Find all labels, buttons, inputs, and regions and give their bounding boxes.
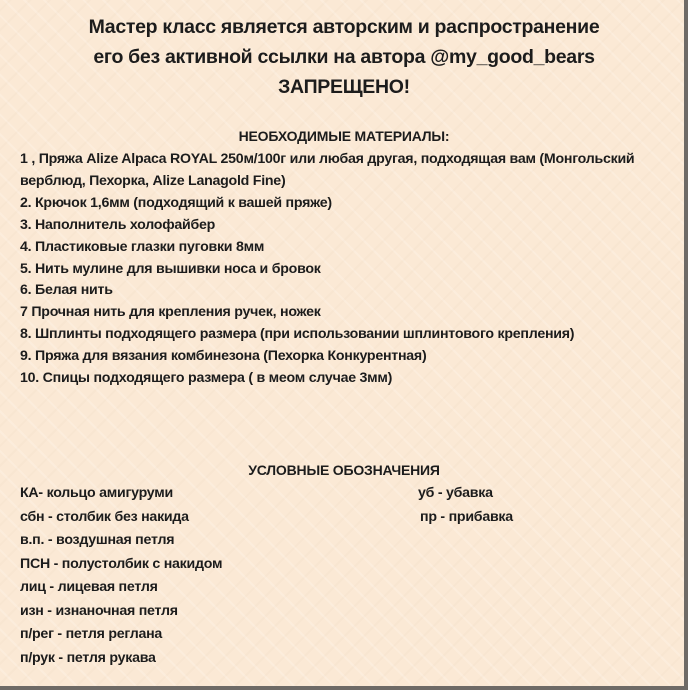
- materials-item: 7 Прочная нить для крепления ручек, ножек: [20, 304, 321, 321]
- legend-title: УСЛОВНЫЕ ОБОЗНАЧЕНИЯ: [248, 462, 440, 478]
- copyright-line-1: Мастер класс является авторским и распространение: [88, 16, 600, 38]
- materials-list: [20, 149, 670, 390]
- copyright-line-2: его без активной ссылки на автора @my_good_bears: [93, 46, 595, 68]
- materials-title: НЕОБХОДИМЫЕ МАТЕРИАЛЫ:: [238, 128, 450, 144]
- legend-entry: изн - изнаночная петля: [20, 602, 178, 619]
- legend-row: [20, 647, 670, 671]
- materials-item: 1 , Пряжа Alize Alpaca ROYAL 250м/100г или любая другая, подходящая вам (Монгольский верблюд, Пехорка, Alize Lanagold Fine): [20, 151, 635, 189]
- materials-item: 6. Белая нить: [20, 282, 113, 299]
- legend-row: [20, 553, 670, 577]
- legend-row: [20, 482, 670, 506]
- legend-row: [20, 600, 670, 624]
- materials-item: 10. Спицы подходящего размера ( в меом случае 3мм): [20, 370, 393, 387]
- legend-entry: уб - убавка: [418, 485, 493, 501]
- abbreviations-legend: [20, 482, 670, 670]
- legend-row: [20, 623, 670, 647]
- legend-entry: ПСН - полустолбик с накидом: [20, 555, 223, 572]
- materials-item: 5. Нить мулине для вышивки носа и бровок: [20, 260, 321, 277]
- materials-item: 4. Пластиковые глазки пуговки 8мм: [20, 238, 265, 255]
- legend-entry: КА- кольцо амигуруми: [20, 485, 173, 501]
- materials-item: 8. Шплинты подходящего размера (при использовании шплинтового крепления): [20, 326, 575, 343]
- legend-entry: сбн - столбик без накида: [20, 508, 189, 525]
- copyright-line-3: ЗАПРЕЩЕНО!: [278, 76, 410, 98]
- legend-row: [20, 576, 670, 600]
- copyright-notice: [0, 12, 688, 102]
- materials-item: 2. Крючок 1,6мм (подходящий к вашей пряже): [20, 194, 332, 211]
- materials-item: 3. Наполнитель холофайбер: [20, 216, 216, 233]
- legend-entry: пр - прибавка: [420, 508, 513, 525]
- legend-entry: п/рук - петля рукава: [20, 649, 156, 666]
- legend-row: [20, 529, 670, 553]
- legend-entry: в.п. - воздушная петля: [20, 532, 175, 548]
- materials-item: 9. Пряжа для вязания комбинезона (Пехорка Конкурентная): [20, 348, 427, 365]
- legend-entry: лиц - лицевая петля: [20, 579, 158, 595]
- legend-entry: п/рег - петля реглана: [20, 626, 163, 642]
- legend-row: [20, 506, 670, 530]
